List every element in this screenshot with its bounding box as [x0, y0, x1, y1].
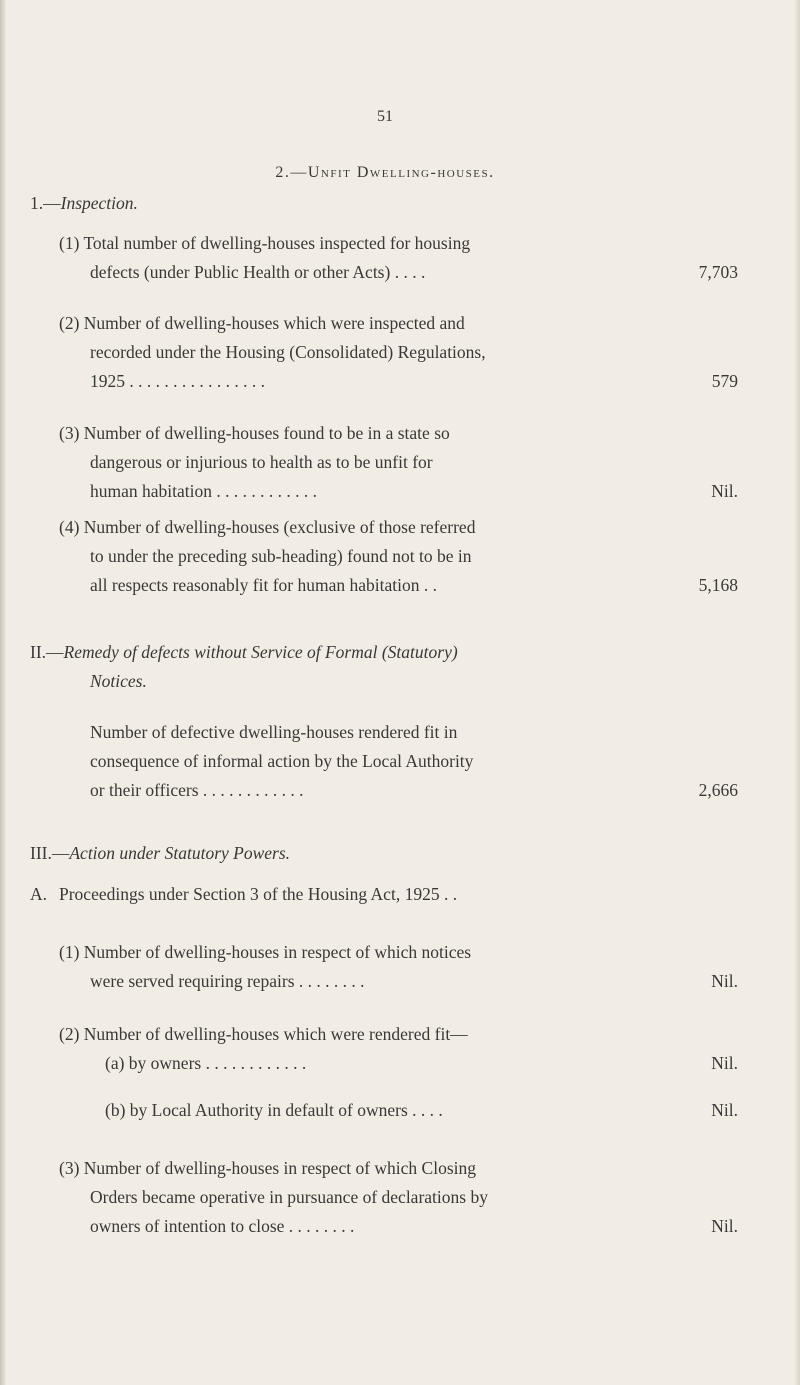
- action-item-1-value: Nil.: [711, 971, 738, 991]
- section-heading-text: Action under Statutory Powers.: [69, 843, 291, 863]
- page-title: 2.—Unfit Dwelling-houses.: [275, 164, 495, 181]
- action-item-3-value: Nil.: [711, 1216, 738, 1236]
- page-edge-right: [794, 0, 800, 1385]
- item-3-line-1: (3) Number of dwelling-houses found to be in a state so: [59, 423, 450, 443]
- item-4-line-2: to under the preceding sub-heading) found not to be in: [90, 546, 472, 566]
- item-4-line-3: all respects reasonably fit for human habitation . .: [90, 575, 437, 595]
- action-item-2b-value: Nil.: [711, 1100, 738, 1120]
- section-heading-text: Remedy of defects without Service of Formal (Statutory): [63, 642, 458, 662]
- item-2-line-2: recorded under the Housing (Consolidated) Regulations,: [90, 342, 486, 362]
- item-1-value: 7,703: [698, 262, 738, 282]
- section-heading-remedy: II.—Remedy of defects without Service of Formal (Statutory): [30, 642, 458, 662]
- action-item-3-line-2: Orders became operative in pursuance of declarations by: [90, 1187, 488, 1207]
- sub-a-text: Proceedings under Section 3 of the Housing Act, 1925 . .: [59, 884, 458, 904]
- action-item-3-line-3: owners of intention to close . . . . . . . .: [90, 1216, 355, 1236]
- section-heading-inspection: 1.—Inspection.: [30, 193, 138, 213]
- item-2-line-1: (2) Number of dwelling-houses which were inspected and: [59, 313, 465, 333]
- item-1-line-1: (1) Total number of dwelling-houses inspected for housing: [59, 233, 471, 253]
- action-item-2b-line: (b) by Local Authority in default of owners . . . .: [105, 1100, 443, 1120]
- item-3-value: Nil.: [711, 481, 738, 501]
- page-number: 51: [377, 108, 393, 125]
- item-3-line-3: human habitation . . . . . . . . . . . .: [90, 481, 317, 501]
- item-2-line-3: 1925 . . . . . . . . . . . . . . . .: [90, 371, 265, 391]
- action-item-2-line-1: (2) Number of dwelling-houses which were rendered fit—: [59, 1024, 468, 1044]
- section-heading-text: Inspection.: [60, 193, 138, 213]
- remedy-line-1: Number of defective dwelling-houses rendered fit in: [90, 722, 458, 742]
- action-item-2a-value: Nil.: [711, 1053, 738, 1073]
- item-4-value: 5,168: [698, 575, 738, 595]
- section-heading-action: III.—Action under Statutory Powers.: [30, 843, 291, 863]
- action-item-3-line-1: (3) Number of dwelling-houses in respect of which Closing: [59, 1158, 477, 1178]
- remedy-value: 2,666: [698, 780, 738, 800]
- action-item-2a-line: (a) by owners . . . . . . . . . . . .: [105, 1053, 307, 1073]
- item-3-line-2: dangerous or injurious to health as to be unfit for: [90, 452, 433, 472]
- action-item-1-line-1: (1) Number of dwelling-houses in respect of which notices: [59, 942, 472, 962]
- item-4-line-1: (4) Number of dwelling-houses (exclusive of those referred: [59, 517, 476, 537]
- section-heading-remedy-line-2: Notices.: [90, 671, 147, 691]
- item-2-value: 579: [711, 371, 738, 391]
- remedy-line-2: consequence of informal action by the Local Authority: [90, 751, 474, 771]
- sub-a-label: A.: [30, 884, 48, 904]
- action-item-1-line-2: were served requiring repairs . . . . . . . .: [90, 971, 365, 991]
- item-1-line-2: defects (under Public Health or other Acts) . . . .: [90, 262, 426, 282]
- page-edge-left: [0, 0, 6, 1385]
- remedy-line-3: or their officers . . . . . . . . . . . .: [90, 780, 304, 800]
